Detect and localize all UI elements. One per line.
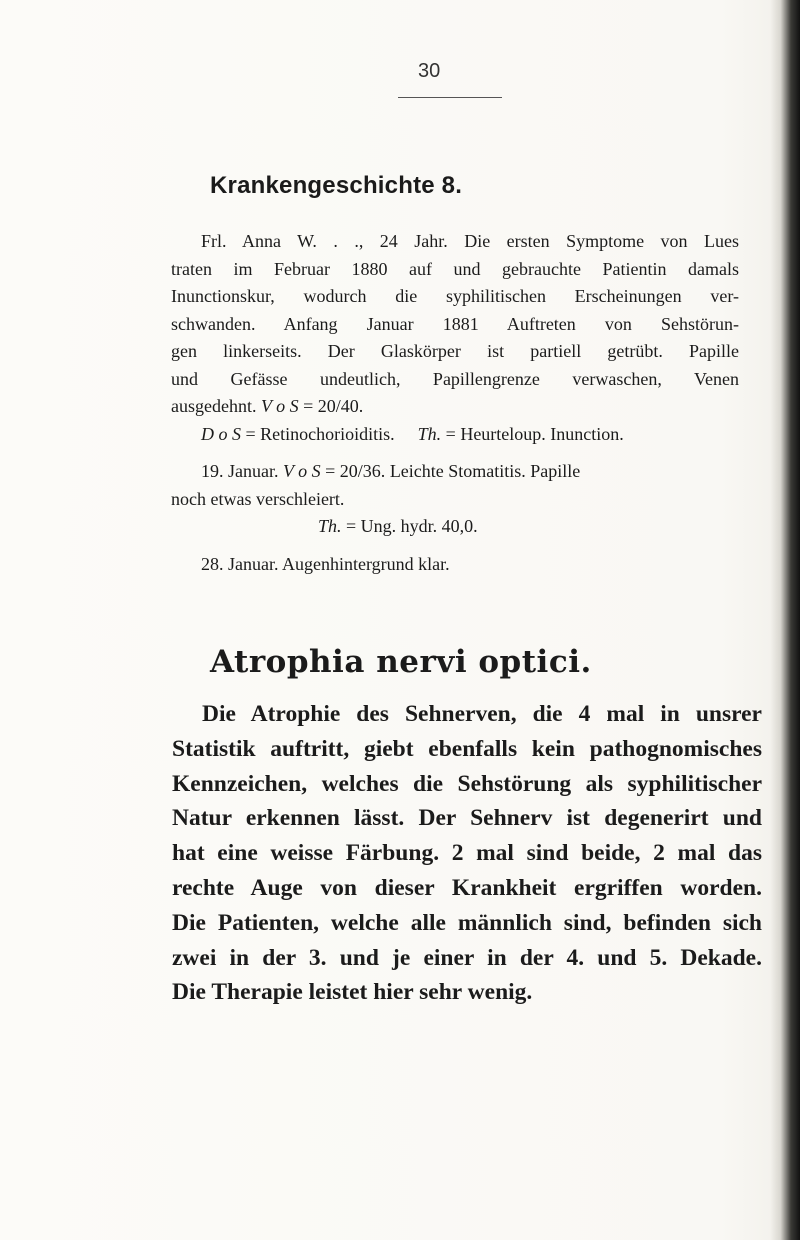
case-history-title: Krankengeschichte 8.: [210, 172, 463, 199]
page-number-rule: [398, 97, 502, 98]
case-line-vos1: [171, 393, 739, 421]
atrophy-line: Kennzeichen, welches die Sehstörung als syphilitischer: [172, 770, 762, 797]
atrophy-line: rechte Auge von dieser Krankheit ergriffen worden.: [172, 874, 762, 901]
page-number: 30: [418, 60, 441, 82]
case-line-jan28: 28. Januar. Augenhintergrund klar.: [201, 553, 450, 574]
th1-value: = Heurteloup. Inunction.: [445, 423, 624, 444]
atrophy-section-title: Atrophia nervi optici.: [210, 644, 592, 680]
atrophy-line: hat eine weisse Färbung. 2 mal sind beide, 2 mal das: [172, 840, 762, 867]
vos1-label: V o S: [260, 396, 299, 416]
vos1-value: = 20/40.: [303, 396, 364, 416]
case-line: traten im Februar 1880 auf und gebrauchte Patientin damals: [171, 258, 739, 279]
case-line: gen linkerseits. Der Glaskörper ist partiell getrübt. Papille: [171, 341, 739, 361]
case-line: ausgedehnt.: [171, 396, 257, 416]
vos2-label: V o S: [282, 461, 321, 481]
atrophy-section-body: [172, 697, 762, 1010]
case-line-th2: [171, 513, 739, 541]
case-line: Frl. Anna W. . ., 24 Jahr. Die ersten Symptome von Lues: [201, 231, 739, 251]
dos-label: D o S: [201, 423, 241, 444]
case-line: schwanden. Anfang Januar 1881 Auftreten von Sehstörun-: [171, 313, 739, 334]
atrophy-line: Die Atrophie des Sehnerven, die 4 mal in unsrer: [202, 701, 762, 727]
dos-value: = Retinochorioiditis.: [245, 423, 395, 444]
th1-label: Th.: [417, 423, 442, 444]
case-line-jan19: [171, 458, 739, 486]
atrophy-line: Statistik auftritt, giebt ebenfalls kein pathognomisches: [172, 735, 762, 762]
vos2-value: = 20/36.: [325, 461, 386, 481]
case-line: Inunctionskur, wodurch die syphilitischen Erscheinungen ver-: [171, 286, 739, 306]
jan19-date: 19. Januar.: [201, 461, 279, 481]
th2-value: = Ung. hydr. 40,0.: [346, 516, 478, 536]
atrophy-line: Die Therapie leistet hier sehr wenig.: [172, 979, 533, 1006]
case-line: und Gefässe undeutlich, Papillengrenze verwaschen, Venen: [171, 368, 739, 389]
jan19-text: Leichte Stomatitis. Papille: [389, 461, 581, 481]
th2-label: Th.: [318, 516, 342, 536]
case-history-body: [171, 228, 739, 578]
case-line-dos: [171, 421, 739, 449]
atrophy-line: Natur erkennen lässt. Der Sehnerv ist degenerirt und: [172, 805, 762, 832]
book-spine-shadow: [770, 0, 800, 1240]
atrophy-line: zwei in der 3. und je einer in der 4. und 5. Dekade.: [172, 944, 762, 971]
atrophy-line: Die Patienten, welche alle männlich sind, befinden sich: [172, 909, 762, 936]
case-line: noch etwas verschleiert.: [171, 488, 345, 509]
